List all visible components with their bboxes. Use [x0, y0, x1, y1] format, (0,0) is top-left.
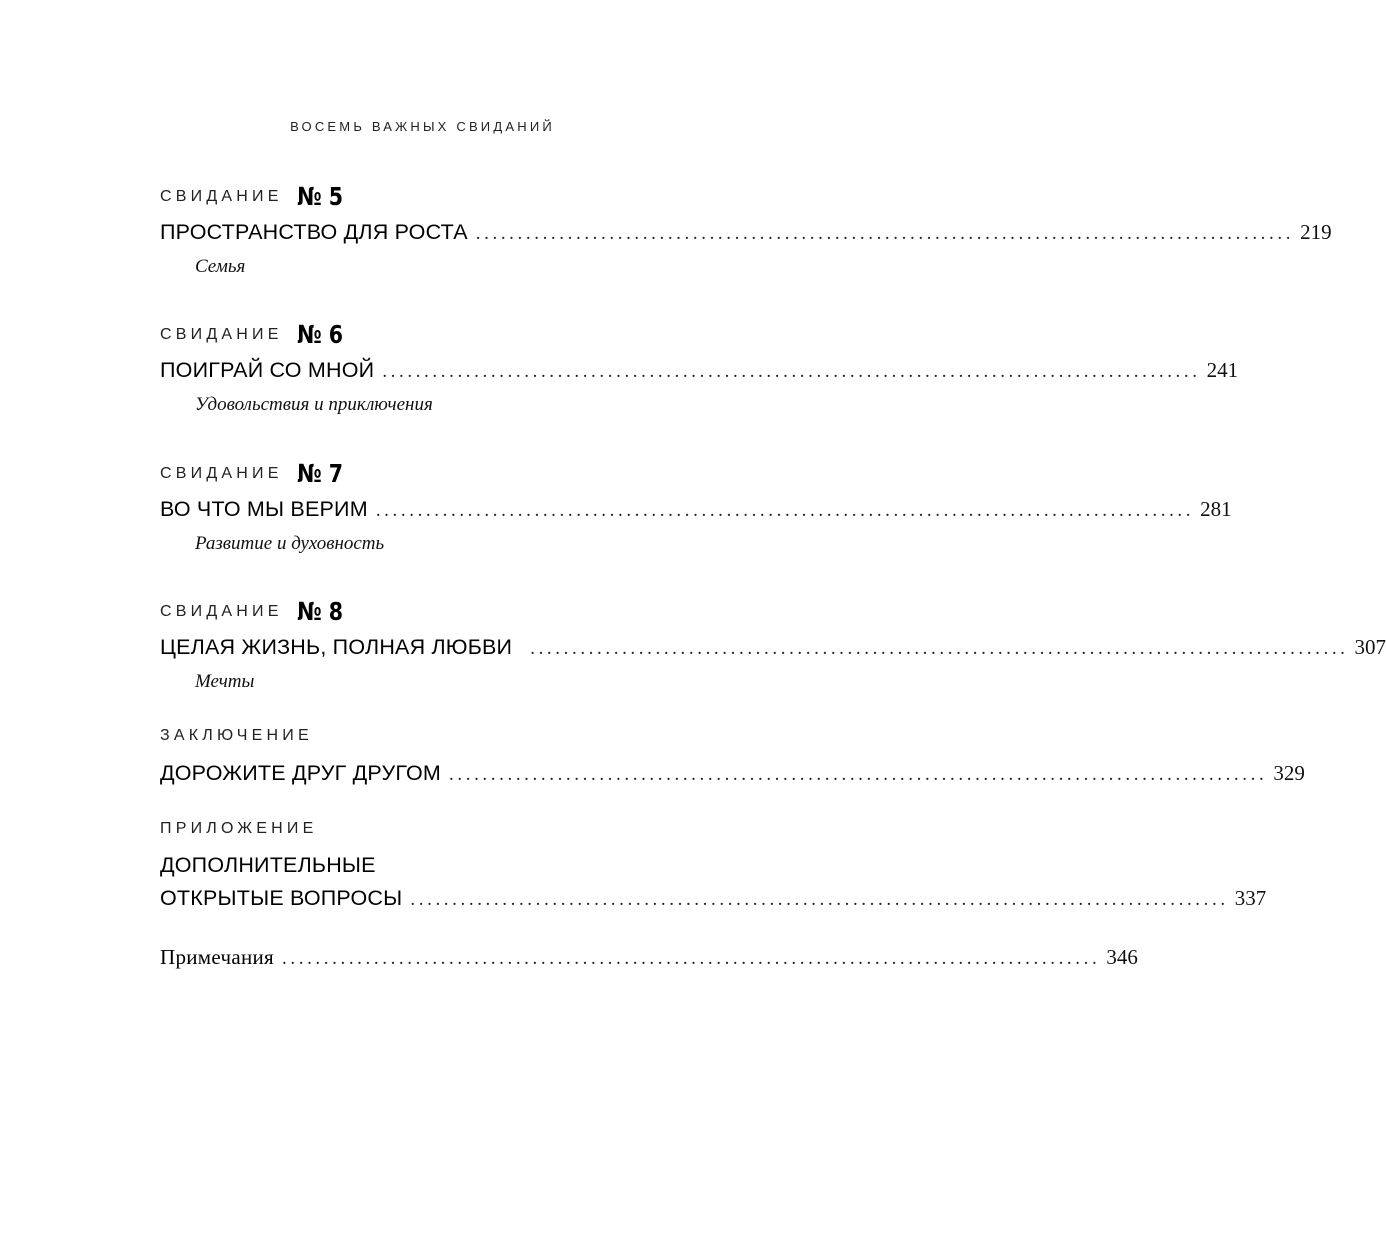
section-number: № 8: [296, 597, 343, 626]
section-label-text: СВИДАНИЕ: [160, 602, 283, 620]
entry-title: ДОРОЖИТЕ ДРУГ ДРУГОМ: [160, 761, 442, 785]
dot-leader: ..................................................................................................: [282, 948, 1101, 969]
page-number: 329: [1273, 761, 1305, 785]
section-number: № 7: [296, 459, 343, 488]
entry-title: Примечания: [160, 945, 275, 969]
section-number: № 6: [296, 320, 343, 349]
dot-leader: ..................................................................................................: [530, 638, 1349, 659]
page-number: 219: [1300, 220, 1332, 244]
entry-subtitle: Мечты: [195, 671, 255, 692]
section-label: ЗАКЛЮЧЕНИЕ: [160, 727, 313, 744]
section-label-text: СВИДАНИЕ: [160, 464, 283, 482]
section-label: [160, 320, 353, 349]
entry-title: ВО ЧТО МЫ ВЕРИМ: [160, 497, 368, 521]
toc-entry[interactable]: [160, 497, 1232, 522]
page-number: 241: [1206, 358, 1239, 382]
section-label-text: СВИДАНИЕ: [160, 187, 283, 205]
entry-title: ПРОСТРАНСТВО ДЛЯ РОСТА: [160, 220, 468, 244]
entry-subtitle: Семья: [195, 256, 246, 277]
section-number: № 5: [296, 182, 343, 211]
entry-title-line-1[interactable]: ДОПОЛНИТЕЛЬНЫЕ: [160, 853, 376, 877]
section-label-text: СВИДАНИЕ: [160, 325, 283, 343]
toc-entry[interactable]: [160, 945, 1138, 970]
toc-entry[interactable]: [160, 635, 1386, 660]
entry-title-line-2: ОТКРЫТЫЕ ВОПРОСЫ: [160, 886, 403, 910]
entry-subtitle: Удовольствия и приключения: [195, 394, 433, 415]
dot-leader: ..................................................................................................: [449, 764, 1268, 785]
section-label: [160, 597, 353, 626]
page-number: 346: [1106, 945, 1138, 969]
dot-leader: ..................................................................................................: [410, 889, 1229, 910]
dot-leader: ..................................................................................................: [382, 361, 1201, 382]
section-label: [160, 459, 353, 488]
entry-subtitle: Развитие и духовность: [195, 533, 385, 554]
page-number: 337: [1234, 886, 1267, 910]
page-number: 307: [1354, 635, 1386, 659]
section-label: [160, 182, 353, 211]
toc-entry[interactable]: [160, 358, 1239, 383]
toc-entry[interactable]: [160, 220, 1332, 245]
entry-title: ЦЕЛАЯ ЖИЗНЬ, ПОЛНАЯ ЛЮБВИ: [160, 635, 513, 659]
toc-entry[interactable]: [160, 761, 1305, 786]
entry-title: ПОИГРАЙ СО МНОЙ: [160, 358, 375, 382]
section-label: ПРИЛОЖЕНИЕ: [160, 820, 318, 837]
page-number: 281: [1200, 497, 1232, 521]
dot-leader: ..................................................................................................: [475, 223, 1295, 244]
running-head: ВОСЕМЬ ВАЖНЫХ СВИДАНИЙ: [290, 119, 555, 134]
dot-leader: ..................................................................................................: [375, 500, 1195, 521]
toc-entry[interactable]: [160, 886, 1267, 911]
